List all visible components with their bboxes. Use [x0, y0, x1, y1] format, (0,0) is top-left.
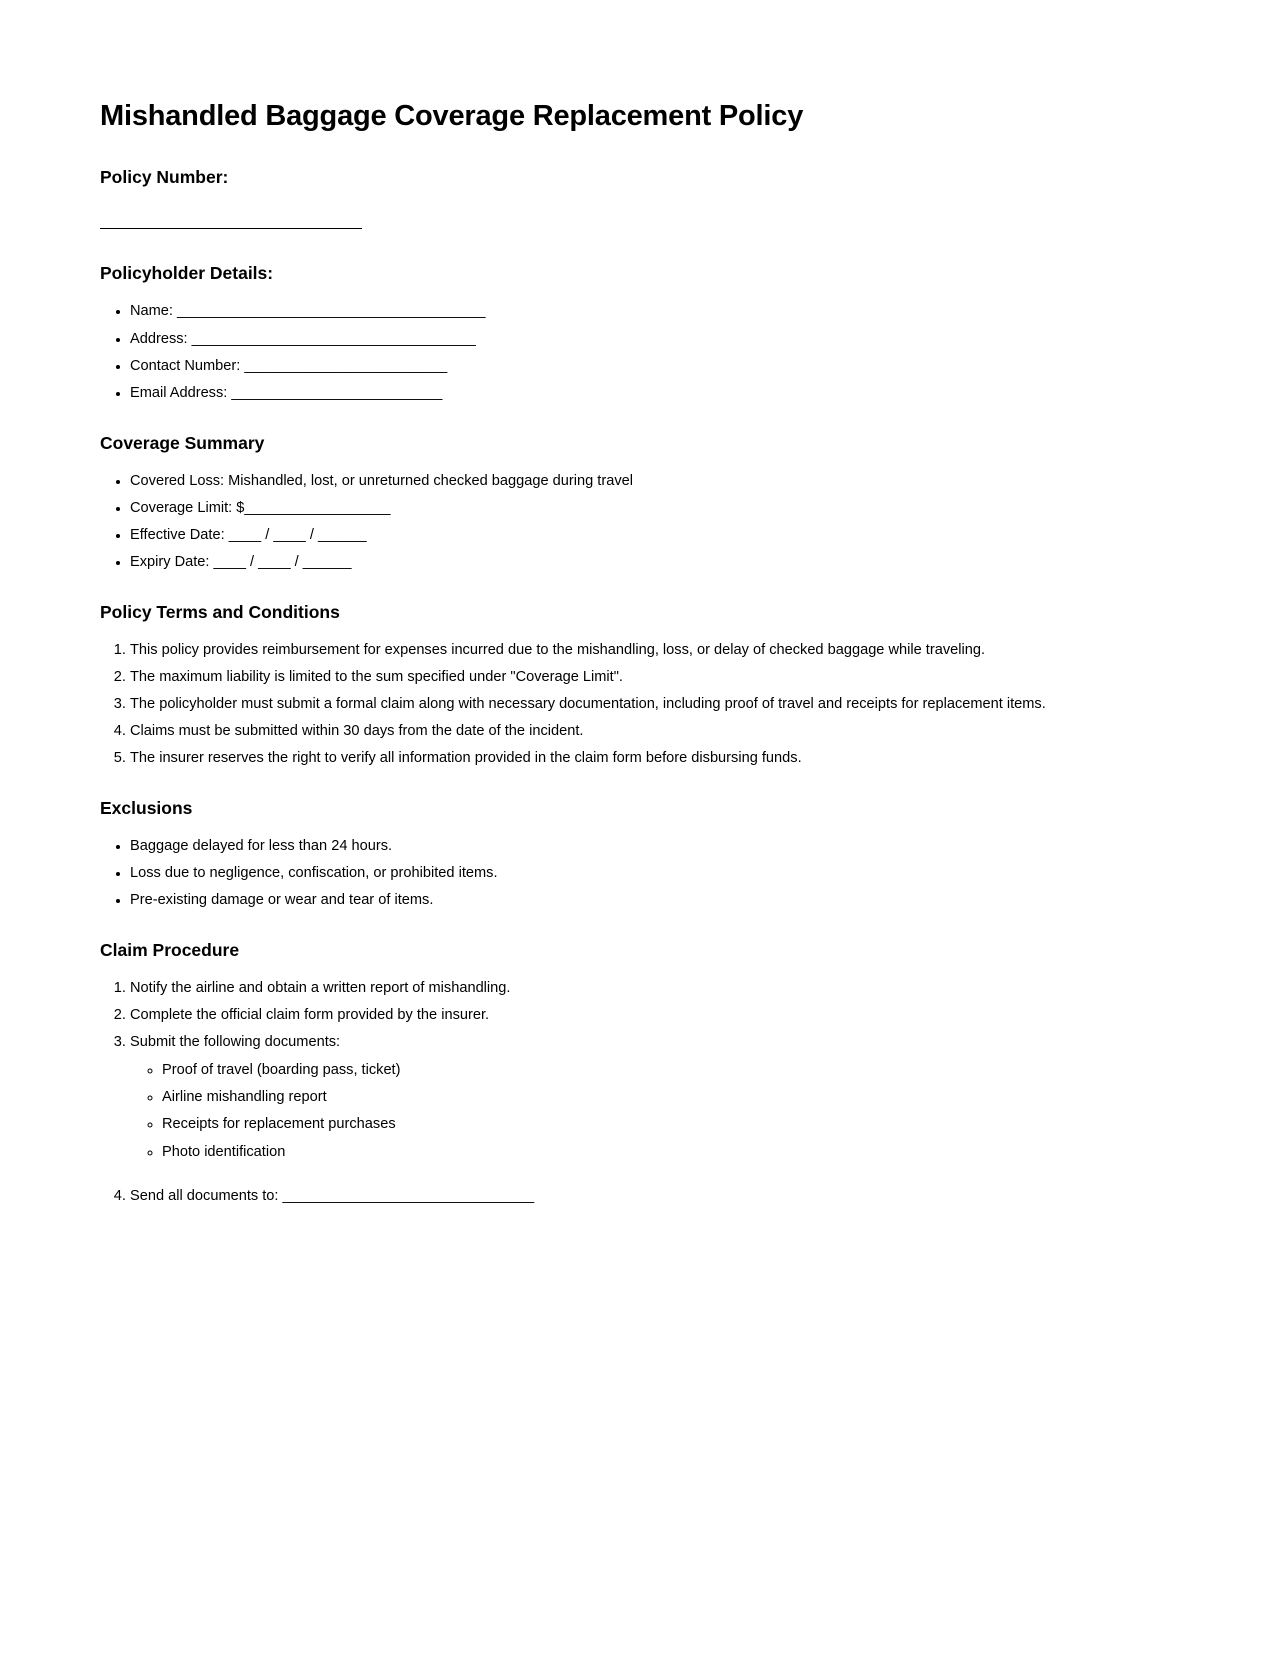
field-blank-name: ______________________________________	[177, 303, 486, 320]
field-label-name: Name:	[130, 303, 178, 320]
policy-terms-heading: Policy Terms and Conditions	[100, 601, 340, 622]
policy-number-blank-rule	[100, 228, 362, 229]
list-item: 1. Notify the airline and obtain a written report of mishandling.	[130, 979, 1163, 998]
list-item: • Expiry Date: ____ / ____ / ______	[130, 553, 1163, 572]
list-item: • Covered Loss: Mishandled, lost, or unreturned checked baggage during travel	[130, 472, 1163, 491]
page-title: Mishandled Baggage Coverage Replacement Policy	[100, 100, 804, 132]
field-blank-address: ___________________________________	[191, 330, 476, 347]
list-item: • Effective Date: ____ / ____ / ______	[130, 526, 1163, 545]
coverage-summary-heading: Coverage Summary	[100, 432, 265, 453]
list-item: 3. The policyholder must submit a formal claim along with necessary documentation, including proof of travel and receipts for replacement items.	[130, 695, 1163, 714]
field-blank-contact-number: _________________________	[244, 357, 448, 374]
list-item: 2. Complete the official claim form provided by the insurer.	[130, 1006, 1163, 1025]
policyholder-details-heading: Policyholder Details:	[100, 263, 274, 284]
field-label-address: Address:	[130, 330, 192, 347]
submit-documents-label: Submit the following documents:	[130, 1034, 341, 1051]
claim-procedure-final-step-list	[100, 1187, 1163, 1206]
list-item: 2. The maximum liability is limited to the sum specified under "Coverage Limit".	[130, 668, 1163, 687]
list-item: • Baggage delayed for less than 24 hours.	[130, 837, 1163, 856]
exclusions-list	[100, 837, 1163, 910]
claim-procedure-list	[100, 979, 1163, 1161]
list-item	[130, 302, 1163, 321]
policyholder-details-list	[100, 302, 1163, 402]
list-item	[130, 1033, 1163, 1161]
list-item: • Pre-existing damage or wear and tear of items.	[130, 891, 1163, 910]
field-label-contact-number: Contact Number:	[130, 357, 245, 374]
list-item: ◦ Receipts for replacement purchases	[162, 1115, 1163, 1134]
policy-terms-list	[100, 641, 1163, 768]
list-item	[130, 330, 1163, 349]
field-blank-email-address: __________________________	[231, 384, 443, 401]
policy-number-heading: Policy Number:	[100, 167, 229, 188]
coverage-summary-list	[100, 472, 1163, 572]
list-item: 1. This policy provides reimbursement for expenses incurred due to the mishandling, loss, or delay of checked baggage while traveling.	[130, 641, 1163, 660]
list-item: ◦ Airline mishandling report	[162, 1088, 1163, 1107]
list-item: • Loss due to negligence, confiscation, or prohibited items.	[130, 864, 1163, 883]
list-item: • Coverage Limit: $__________________	[130, 499, 1163, 518]
list-item: 4. Claims must be submitted within 30 days from the date of the incident.	[130, 722, 1163, 741]
list-item	[130, 357, 1163, 376]
claim-procedure-heading: Claim Procedure	[100, 940, 240, 961]
exclusions-heading: Exclusions	[100, 798, 193, 819]
list-item: ◦ Proof of travel (boarding pass, ticket)	[162, 1061, 1163, 1080]
required-documents-list	[130, 1061, 1163, 1161]
field-label-email-address: Email Address:	[130, 384, 232, 401]
list-item: 4. Send all documents to: _______________________________	[130, 1187, 1163, 1206]
list-item	[130, 384, 1163, 403]
list-item: ◦ Photo identification	[162, 1143, 1163, 1162]
list-item: 5. The insurer reserves the right to verify all information provided in the claim form before disbursing funds.	[130, 749, 1163, 768]
